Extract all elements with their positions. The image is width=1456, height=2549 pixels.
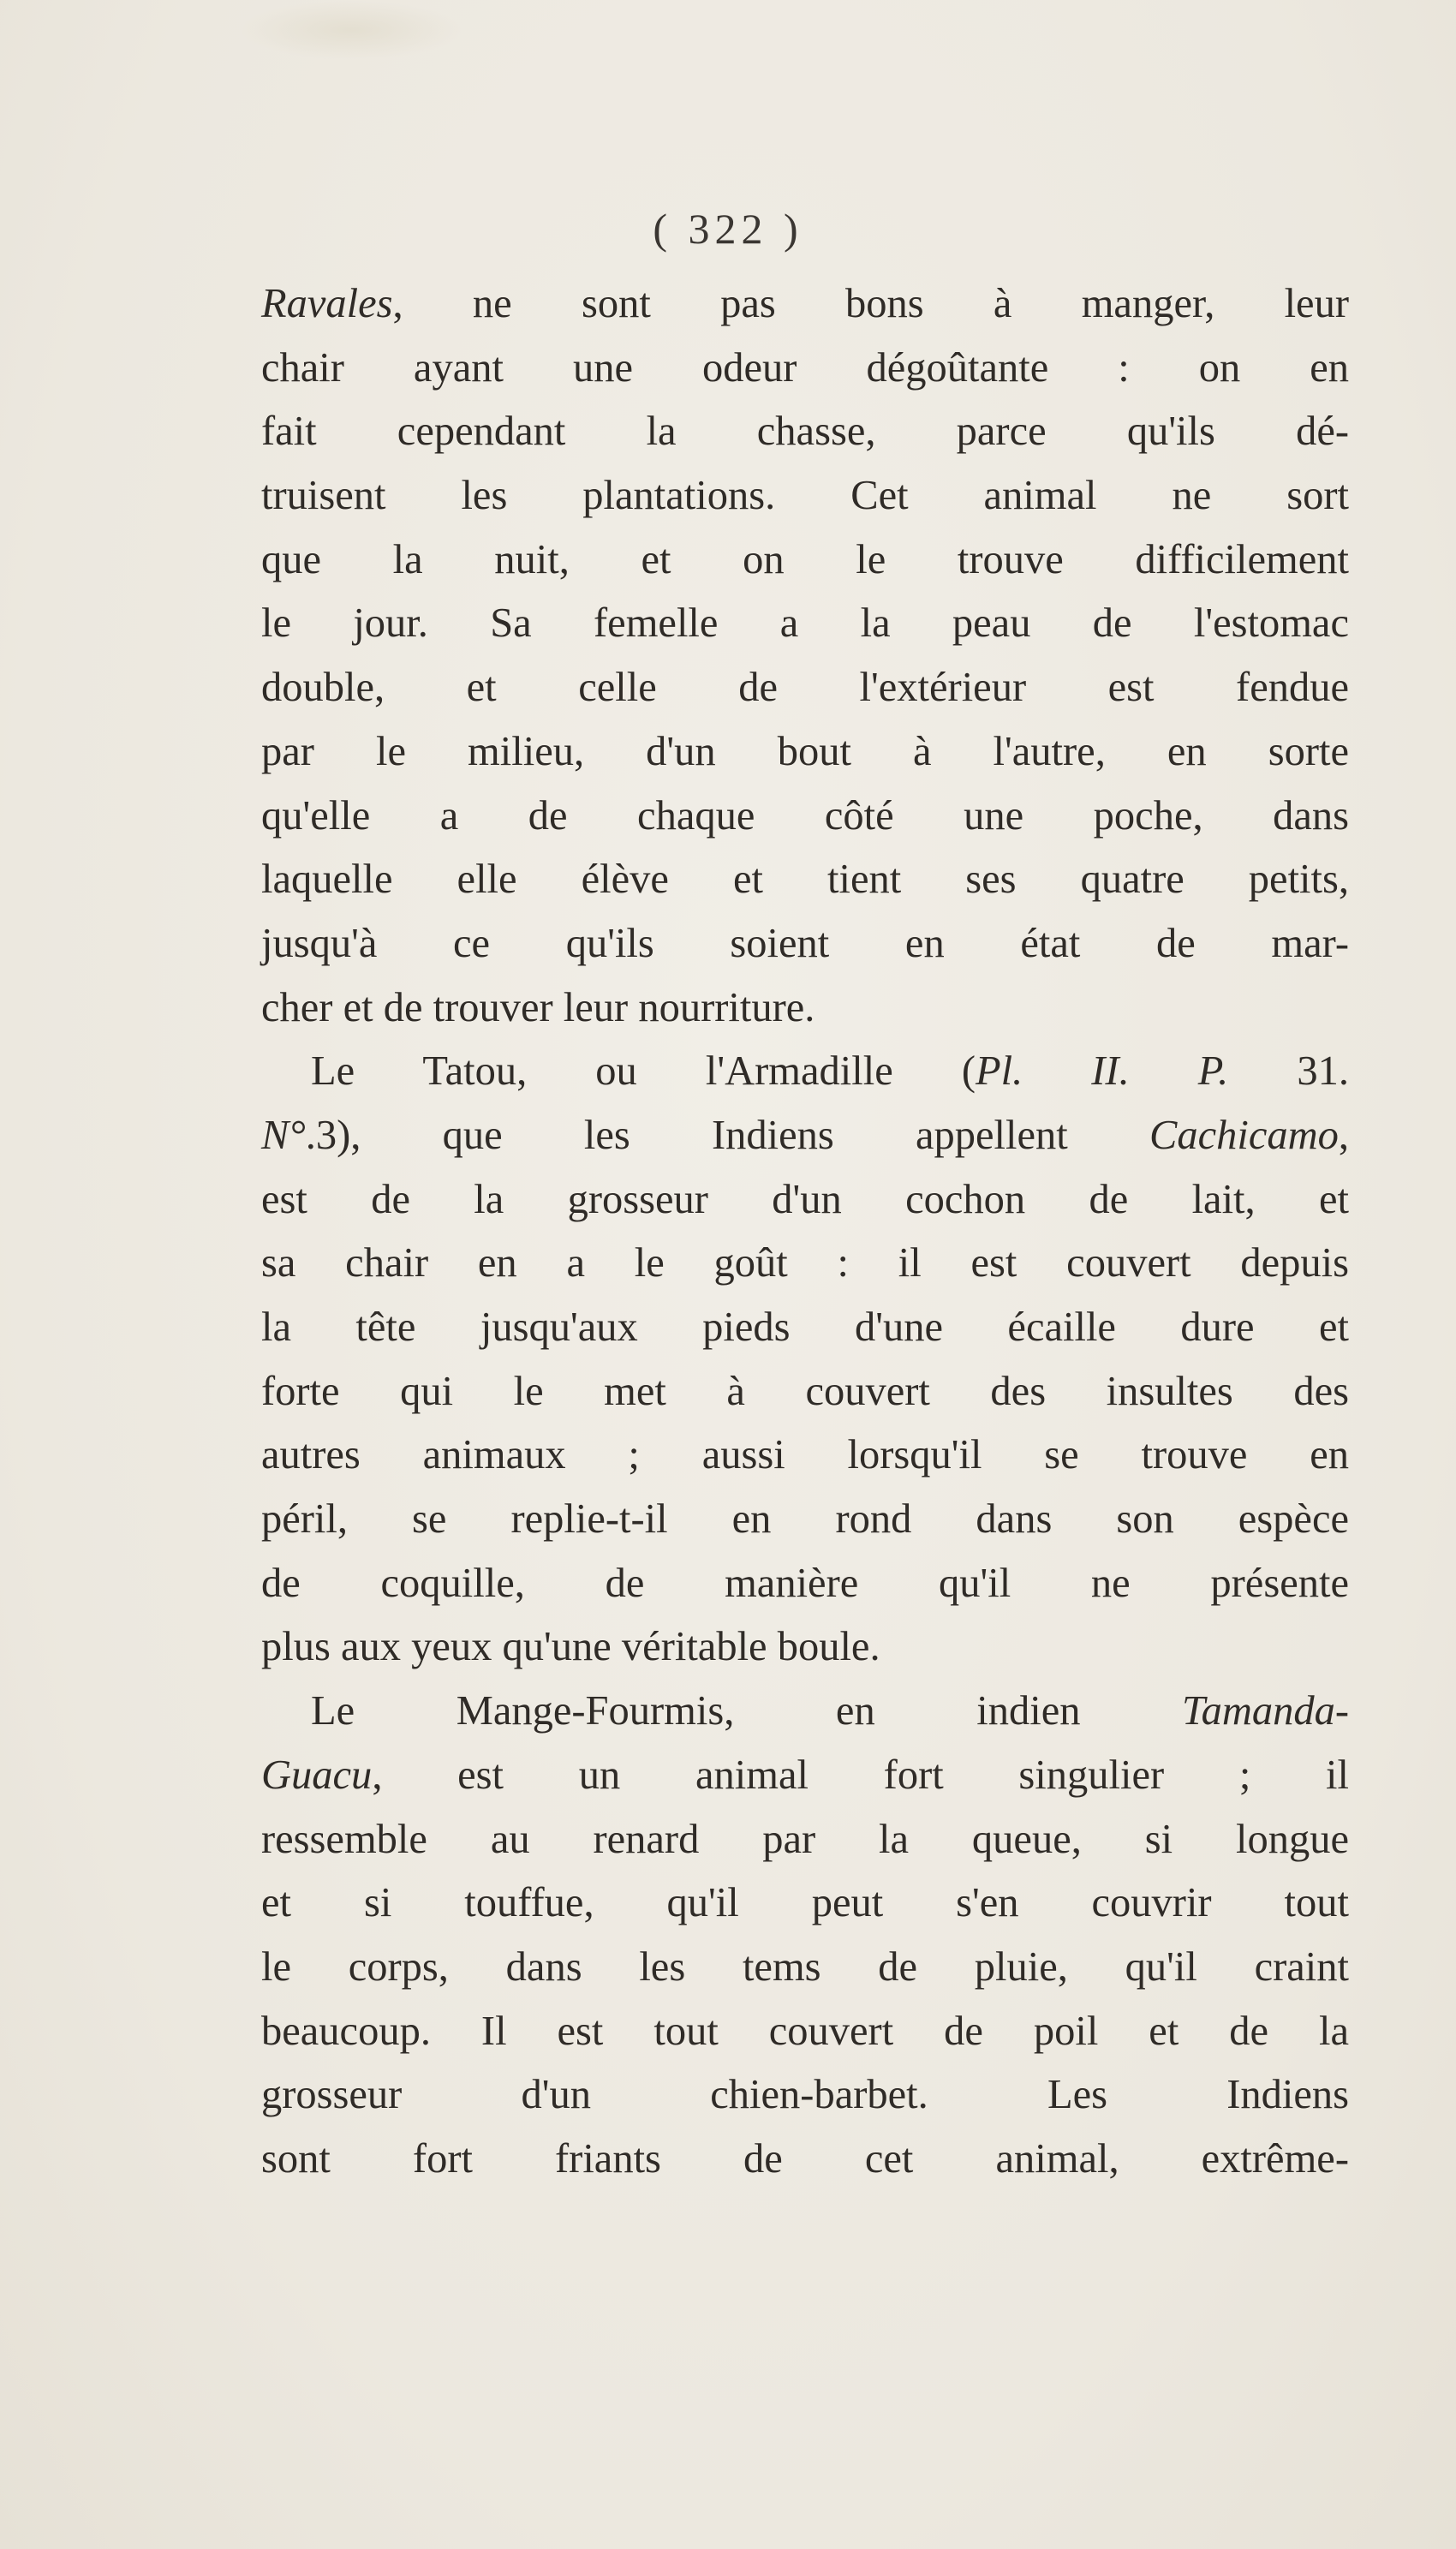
text-line bbox=[261, 1488, 1349, 1552]
text-run: la tête jusqu'aux pieds d'une écaille dure et bbox=[261, 1304, 1349, 1350]
text-run: plus aux yeux qu'une véritable boule. bbox=[261, 1624, 880, 1670]
text-line bbox=[261, 2128, 1349, 2192]
text-line bbox=[261, 720, 1349, 785]
text-run: Le Tatou, ou l'Armadille ( bbox=[311, 1048, 976, 1095]
italic-text: Pl. II. P. bbox=[975, 1048, 1229, 1095]
text-run: autres animaux ; aussi lorsqu'il se trouve en bbox=[261, 1432, 1349, 1478]
italic-text: Ravales bbox=[261, 281, 393, 326]
text-run: forte qui le met à couvert des insultes des bbox=[261, 1368, 1349, 1414]
text-line bbox=[261, 528, 1349, 593]
text-run: beaucoup. Il est tout couvert de poil et de la bbox=[261, 2008, 1349, 2054]
text-run: Le Mange-Fourmis, en indien bbox=[311, 1688, 1183, 1734]
text-line bbox=[261, 272, 1349, 337]
text-line bbox=[261, 464, 1349, 528]
text-line bbox=[261, 1360, 1349, 1424]
text-run: , bbox=[1338, 1112, 1349, 1158]
italic-text: N° bbox=[261, 1112, 306, 1158]
text-line bbox=[261, 1168, 1349, 1233]
text-run: qu'elle a de chaque côté une poche, dans bbox=[261, 792, 1349, 839]
text-line bbox=[261, 1296, 1349, 1360]
text-run: grosseur d'un chien-barbet. Les Indiens bbox=[261, 2072, 1349, 2118]
text-run: le corps, dans les tems de pluie, qu'il craint bbox=[261, 1943, 1349, 1990]
text-line bbox=[261, 656, 1349, 720]
body-text bbox=[261, 272, 1349, 2192]
text-run: par le milieu, d'un bout à l'autre, en sorte bbox=[261, 728, 1349, 774]
text-run: cher et de trouver leur nourriture. bbox=[261, 984, 815, 1030]
text-line bbox=[261, 1424, 1349, 1488]
italic-text: Tamanda- bbox=[1182, 1688, 1349, 1734]
text-line bbox=[261, 1104, 1349, 1168]
text-run: sa chair en a le goût : il est couvert depuis bbox=[261, 1240, 1349, 1286]
text-run: jusqu'à ce qu'ils soient en état de mar- bbox=[261, 920, 1349, 966]
text-line bbox=[261, 400, 1349, 464]
paper-stain bbox=[240, 0, 462, 60]
text-run: laquelle elle élève et tient ses quatre petits, bbox=[261, 857, 1349, 903]
text-run: et si touffue, qu'il peut s'en couvrir tout bbox=[261, 1880, 1349, 1926]
text-run: , est un animal fort singulier ; il bbox=[372, 1752, 1349, 1798]
text-line bbox=[261, 1552, 1349, 1616]
text-run: que la nuit, et on le trouve difficilement bbox=[261, 536, 1349, 582]
text-line bbox=[261, 1744, 1349, 1808]
text-line bbox=[261, 1040, 1349, 1104]
text-line bbox=[261, 2000, 1349, 2064]
text-line bbox=[261, 848, 1349, 912]
text-run: chair ayant une odeur dégoûtante : on en bbox=[261, 344, 1349, 391]
text-line bbox=[261, 1232, 1349, 1296]
text-line bbox=[261, 1936, 1349, 2000]
text-run: de coquille, de manière qu'il ne présente bbox=[261, 1560, 1349, 1606]
italic-text: Cachicamo bbox=[1149, 1112, 1339, 1158]
italic-text: Guacu bbox=[261, 1752, 373, 1798]
text-line bbox=[261, 2063, 1349, 2128]
text-run: le jour. Sa femelle a la peau de l'estomac bbox=[261, 600, 1349, 647]
text-line bbox=[261, 1871, 1349, 1936]
text-run: truisent les plantations. Cet animal ne sort bbox=[261, 473, 1349, 519]
text-line bbox=[261, 785, 1349, 849]
text-line bbox=[261, 592, 1349, 656]
text-line bbox=[261, 1680, 1349, 1744]
text-line bbox=[261, 337, 1349, 401]
text-run: fait cependant la chasse, parce qu'ils dé- bbox=[261, 409, 1349, 455]
text-line bbox=[261, 1615, 1349, 1680]
text-run: est de la grosseur d'un cochon de lait, et bbox=[261, 1176, 1349, 1222]
text-run: , ne sont pas bons à manger, leur bbox=[392, 281, 1349, 326]
text-line bbox=[261, 976, 1349, 1041]
text-run: 31. bbox=[1228, 1048, 1350, 1095]
text-line bbox=[261, 1808, 1349, 1872]
text-line bbox=[261, 912, 1349, 976]
page-number: ( 322 ) bbox=[653, 205, 803, 253]
text-run: .3), que les Indiens appellent bbox=[305, 1112, 1149, 1158]
text-run: double, et celle de l'extérieur est fendue bbox=[261, 665, 1349, 711]
text-run: sont fort friants de cet animal, extrême- bbox=[261, 2135, 1349, 2182]
text-run: ressemble au renard par la queue, si longue bbox=[261, 1816, 1349, 1862]
text-run: péril, se replie-t-il en rond dans son espèce bbox=[261, 1496, 1349, 1543]
